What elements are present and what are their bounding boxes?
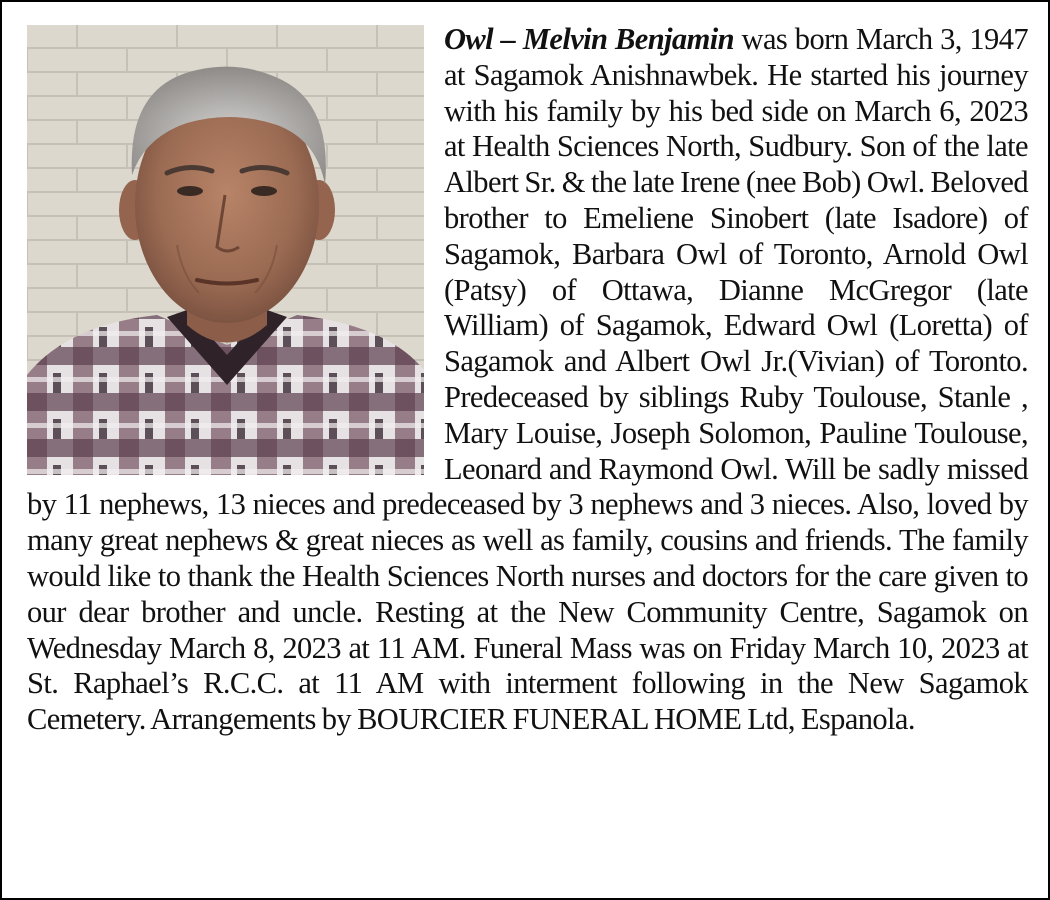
portrait-image [27,25,424,475]
obituary-body: was born March 3, 1947 at Sagamok Anishnawbek. He started his journey with his family by his bed side on March 6, 2023 at Health Sciences North, Sudbury. Son of the late Albert Sr. & the late Irene (nee Bob) Owl. Beloved brother to Emeliene Sinobert (late Isadore) of Sagamok, Barbara Owl of Toronto, Arnold Owl (Patsy) of Ottawa, Dianne McGregor (late William) of Sagamok, Edward Owl (Loretta) of Sagamok and Albert Owl Jr.(Vivian) of Toronto. Predeceased by siblings Ruby Toulouse, Stanle , Mary Louise, Joseph Solomon, Pauline Toulouse, Leonard and Raymond Owl. Will be sadly missed by 11 nephews, 13 nieces and predeceased by 3 nephews and 3 nieces. Also, loved by many great nephews & great nieces as well as family, cousins and friends. The family would like to thank the Health Sciences North nurses and doctors for the care given to our dear brother and uncle. Resting at the New Community Centre, Sagamok on Wednesday March 8, 2023 at 11 AM. Funeral Mass was on Friday March 10, 2023 at St. Raphael’s R.C.C. at 11 AM with interment following in the New Sagamok Cemetery. Arrangements by BOURCIER FUNERAL HOME Ltd, Espanola. [27,22,1029,737]
deceased-name: Owl – Melvin Benjamin [444,22,734,56]
obituary-content [27,22,1028,738]
portrait-photo [27,25,424,475]
